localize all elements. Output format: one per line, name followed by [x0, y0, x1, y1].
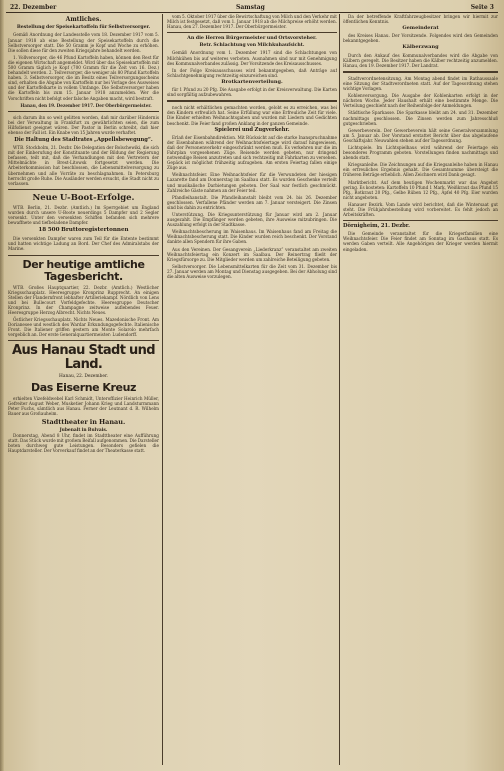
article-heading-eiserne-kreuz: Das Eiserne Kreuz — [30, 380, 136, 394]
article-text: Gewerbeverein. Der Gewerbeverein hält seine Generalversammlung am 5. Januar ab. Der Vorstand erstattet Bericht über das abgelaufene Geschäftsjahr. Neuwahlen stehen auf der Tagesordnung. — [343, 127, 498, 143]
divider — [343, 220, 498, 221]
article-heading: Kälberzwang — [402, 44, 439, 51]
column-rule-2 — [339, 14, 340, 765]
tonnage-line: 18 500 Bruttoregistertonnen — [38, 227, 129, 234]
article-subheading: Gemeinderat — [402, 25, 439, 32]
article-text: sich darum ihn so weit gelitten worden, daß mir darüber Hindernis bei der Verwaltung in Frankfurt zu gewährlichten seien, die zum Hilfsdienst geeignet wären. Der Pastor in Berlin schreibt, daß hier ebenso der Fall ist. Ein Knabe von 15 Jahren wurde verhaftet. — [8, 114, 159, 135]
article-text: In der Folge Kreisausschusses wird bekanntgegeben, daß Anträge auf Schlachtgenehmigung rechtzeitig einzureichen sind. — [167, 67, 337, 78]
article-text: vom 5. Oktober 1917 über die Bewirtschaftung von Milch und den Verkehr mit Milch ist festgesetzt, daß vom 1. Januar 1918 ab die Milchpreise erhöht werden. Hanau, den 27. Dezember 1917. Der Oberbürgermeister. — [167, 14, 337, 30]
article-heading: Die Haltung des Stadtrates „Appellsbewegung“. — [14, 137, 153, 144]
article-heading-uboot: Neue U-Boot-Erfolge. — [32, 192, 135, 203]
divider-thick — [167, 100, 337, 102]
article-heading-tagesbericht: Der heutige amtliche Tagesbericht. — [22, 257, 145, 283]
article-text: WTB. Großes Hauptquartier, 22. Dezbr. (Amtlich.) Westlicher Kriegsschauplatz. Heeresgruppe Kronprinz Rupprecht. An einigen Stellen der Flandernfront lebhafter Artilleriekampf. Nördlich von Lens und bei Bullecourt Vorfeldgefechte. Heeresgruppe Deutscher Kronprinz. In der Champagne zeitweise auflebendes Feuer. Heeresgruppe Herzog Albrecht. Nichts Neues. — [8, 284, 159, 315]
page-edge-shadow — [0, 0, 4, 771]
article-text: Da der betreffende Kraftfahrzeugbesitzer bringen wir hiermit zur öffentlichen Kenntnis. — [343, 14, 498, 25]
divider-thick — [343, 71, 498, 73]
article-text: Weihnachtsbescherung im Waisenhaus. Im Waisenhaus fand am Freitag die Weihnachtsbescherung statt. Die Kinder wurden reich beschenkt. Der Vorstand dankte allen Spendern für ihre Gaben. — [167, 229, 337, 245]
notice-list: 1. Vollversorger, die 46 Pfund Kartoffeln haben, können den Rest für die eigenen Wirtschaft angemeldet. Wird über das Speisekartoffeln mit 500 Gramm täglich je Kopf (700 Gramm für die Zeit von 16. Dez.) behandelt werden. 2. Teilversorger, die weniger als 80 Pfund Kartoffeln haben. 3. Selbstversorger, die im Besitz eines Teilversorgungsscheins sind, erhalten die Abgabe von Kartoffeln nur bei Vorlage des Ausweises und der Kartoffelkarte in vollem Umfange. Die Selbstversorger haben die Kartoffeln bis zum 15. Januar 1918 anzumelden. Wer die Vorschriften nicht befolgt oder falsche Angaben macht, wird bestraft. — [8, 54, 159, 101]
header-weekday: Samstag — [236, 4, 265, 11]
article-text: Hanauer Bezirk. Vom Lande wird berichtet, daß die Wintersaat gut steht. Die Frühjahrsbestellung wird vorbereitet. Es fehlt jedoch an Arbeitskräften. — [343, 201, 498, 218]
notice-title: Amtliches. — [65, 16, 102, 23]
section-heading-local: Aus Hanau Stadt und Land. — [12, 343, 155, 373]
article-text: erhielten Vizefeldwebel Karl Schmidt, Unteroffizier Heinrich Müller, Gefreiter August Weber, Musketier Johann Krieg und Landsturmmann Peter Fuchs, sämtlich aus Hanau. Ferner der Leutnant d. R. Wilhelm Bauer aus Großauheim. — [8, 395, 159, 416]
article-text: Lichtspiele. Im Lichtspielhaus wird während der Feiertage ein besonderes Programm geboten. Vorstellungen finden nachmittags und abends statt. — [343, 144, 498, 161]
article-text: Kriegsanleihe. Die Zeichnungen auf die Kriegsanleihe haben in Hanau ein erfreuliches Ergebnis gehabt. Die Gesamtsumme übersteigt die früheren Beträge erheblich. Allen Zeichnern wird Dank gesagt. — [343, 162, 498, 178]
article-text: Die Gemeinde veranstaltet für die Kriegerfamilien eine Weihnachtsfeier. Die Feier findet am Sonntag im Gasthaus statt. Es werden Gaben verteilt. Alle Angehörigen der Krieger werden hiermit eingeladen. — [343, 231, 498, 252]
column-rule-1 — [162, 14, 163, 765]
article-subheading: Jubenalt in Bulvais. — [59, 427, 108, 433]
notice-text: Gemäß Anordnung der Landesstelle vom 18. Dezember 1917 vom 5. Januar 1918 ab eine Bestellung der Speisekartoffeln durch die Selbstversorger statt. Die 50 Gramm je Kopf und Woche zu erhöhen. Die sollen diese für den zweiten Kriegsjahre behandelt werden. — [8, 32, 159, 53]
article-text: Selbstversorger. Die Lebensmittelkarten für die Zeit vom 31. Dezember bis 27. Januar werden am Montag und Dienstag ausgegeben. Bei der Abholung sind die alten Ausweise vorzulegen. — [167, 263, 337, 280]
divider — [8, 340, 159, 341]
page-header — [6, 3, 498, 13]
article-text: Weihnachtsfeier. Eine Weihnachtsfeier für die Verwundeten der hiesigen Lazarette fand am Donnerstag im Saalbau statt. Es wurden Geschenke verteilt und musikalische Darbietungen geboten. Der Saal war festlich geschmückt. Zahlreiche Gäste nahmen an der Feier teil. — [167, 172, 337, 193]
article-text: Städtische Sparkasse. Die Sparkasse bleibt am 24. und 31. Dezember nachmittags geschlossen. Die Zinsen werden zum Jahresschluß gutgeschrieben. — [343, 110, 498, 126]
article-text: Durch den Ankauf des Kommunalverbandes wird die Abgabe von Kälbern geregelt. Die Besitzer haben die Kälber rechtzeitig anzumelden. Hanau, den 19. Dezember 1917. Der Landrat. — [343, 52, 498, 68]
divider — [8, 255, 159, 256]
article-heading: Spielerei und Zugverkehr. — [214, 126, 290, 133]
divider — [167, 32, 337, 33]
article-text: Kohlenversorgung. Die Ausgabe der Kohlenkarten erfolgt in der nächsten Woche. Jeder Haushalt erhält eine bestimmte Menge. Die Verteilung geschieht nach der Reihenfolge der Anmeldungen. — [343, 93, 498, 109]
article-text: für 1 Pfund zu 20 Pfg. Die Ausgabe erfolgt in der Kreisverwaltung. Die Karten sind sorgfältig aufzubewahren. — [167, 87, 337, 98]
article-text: WTB. Stockholm, 21. Dezbr. Die Delegation der Bolschewiki, die sich mit der Einberufung der Konstituante und der Bildung der Regierung befassen, teilt mit, daß die Verhandlungen mit den Vertretern der Mittelmächte in Brest-Litowsk fortgesetzt werden. Die Arbeiterkommission hat beschlossen, die Lebensmittelversorgung zu übernehmen und alle Vorräte zu beschlagnahmen. In Petersburg herrscht große Ruhe. Die Ausländer werden ersucht, die Stadt nicht zu verlassen. — [8, 145, 159, 186]
article-heading: Betr. Schlachtung von Milchkuhaufsicht. — [199, 43, 305, 49]
article-text: des Kreises Hanau. Der Vorsitzende. Folgendes wird den Gemeinden bekanntgegeben. — [343, 33, 498, 44]
article-text: Donnerstag, Abend 8 Uhr, findet im Stadttheater eine Aufführung statt. Das Stück wurde mit großem Beifall aufgenommen. Die Darsteller boten durchweg gute Leistungen. Besonders gefielen die Hauptdarsteller. Der Vorverkauf findet an der Theaterkasse statt. — [8, 433, 159, 454]
article-text: WTB. Berlin, 21. Dezbr. (Amtlich.) Im Sperrgebiet um England wurden durch unsere U-Boote neuerdings 5 Dampfer und 2 Segler versenkt. Unter den versenkten Schiffen befanden sich mehrere bewaffnete und tiefbeladene Dampfer. — [8, 204, 159, 226]
article-text: Stadtverordnetensitzung. Am Montag abend findet im Rathaussaale eine Sitzung der Stadtverordneten statt. Auf der Tagesordnung stehen wichtige Vorlagen. — [343, 75, 498, 92]
article-text: noch nicht erhältlichen gemachten worden, gelobt es zu erreichen, was bei den Kindern erfreulich hat. Seine Erfüllung war eine Erfreuliche Zeit für viele. Die Kinder erhielten Weihnachtsgaben und wurden mit Liedern und Gedichten beschenkt. Die Feier fand großen Anklang in der ganzen Gemeinde. — [167, 105, 337, 126]
article-text: Östlicher Kriegsschauplatz. Nichts Neues. Mazedonische Front. Am Dorianesee und westlich des Wardar Erkundungsgefechte. Italienische Front. Die Italiener griffen gestern am Monte Solarolo mehrfach vergeblich an. Der erste Generalquartiermeister: Ludendorff. — [8, 317, 159, 338]
article-text: Marktbericht. Auf dem heutigen Wochenmarkt war das Angebot gering. Es kosteten: Kartoffeln 10 Pfund 1 Mark, Weißkraut das Pfund 15 Pfg., Rotkraut 20 Pfg., Gelbe Rüben 12 Pfg., Äpfel 40 Pfg. Eier wurden nicht angeboten. — [343, 179, 498, 200]
header-page-number: Seite 3 — [470, 4, 494, 11]
article-text: Die versenkten Dampfer waren zum Teil für die Entente bestimmt und hatten wichtige Ladung an Bord. Der Chef des Admiralstabs der Marine. — [8, 236, 159, 252]
article-heading: An die Herren Bürgermeister und Ortsvorsteher. — [187, 35, 317, 42]
column-3 — [343, 14, 498, 767]
divider — [8, 189, 159, 190]
article-heading: Dörnigheim, 21. Dezbr. — [343, 223, 410, 230]
article-text: Unterstützung. Die Kriegsunterstützung für Januar wird am 2. Januar ausgezahlt. Die Empfänger werden gebeten, ihre Ausweise mitzubringen. Die Auszahlung erfolgt in der Stadtkasse. — [167, 212, 337, 228]
header-date: 22. Dezember — [10, 4, 57, 11]
dateline: Hanau, 22. Dezember. — [59, 374, 108, 380]
article-text: Erlaß der Eisenbahndirektion. Mit Rücksicht auf die starke Inanspruchnahme der Eisenbahnen während der Weihnachtsfeiertage wird darauf hingewiesen, daß der Personenverkehr eingeschränkt werden muß. Es verkehren nur die im Fahrplan vorgesehenen Züge. Reisende werden gebeten, nur dringend notwendige Reisen anzutreten und sich rechtzeitig mit Fahrkarten zu versehen. Gepäck ist möglichst frühzeitig aufzugeben. Am ersten Feiertag fallen einige Züge aus. — [167, 134, 337, 171]
article-heading: Brotkartenverteilung. — [221, 78, 283, 85]
article-text: Gemäß Anordnung vom 1. Dezember 1917 sind die Schlachtungen von Milchkühen bis auf weiteres verboten. Ausnahmen sind nur mit Genehmigung des Kommunalverbandes zulässig. Der Vorsitzende des Kreisausschusses. — [167, 50, 337, 66]
divider — [8, 111, 159, 112]
article-heading-theater: Stadttheater in Hanau. — [41, 417, 126, 426]
column-2 — [167, 14, 337, 767]
column-1 — [8, 14, 159, 767]
notice-subtitle: Bestellung der Speisekartoffeln für Selbstversorger. — [16, 25, 151, 30]
article-text: Aus den Vereinen. Der Gesangverein „Liederkranz“ veranstaltet am zweiten Weihnachtsfeiertag ein Konzert im Saalbau. Der Reinertrag fließt der Kriegsfürsorge zu. Die Mitglieder werden um zahlreiche Beteiligung gebeten. — [167, 246, 337, 262]
notice-signature: Hanau, den 19. Dezember 1917. Der Oberbürgermeister. — [20, 102, 152, 108]
article-text: Pfandleihanstalt. Die Pfandleihanstalt bleibt vom 24. bis 26. Dezember geschlossen. Verfallene Pfänder werden am 7. Januar versteigert. Die Zinsen sind bis dahin zu entrichten. — [167, 194, 337, 210]
